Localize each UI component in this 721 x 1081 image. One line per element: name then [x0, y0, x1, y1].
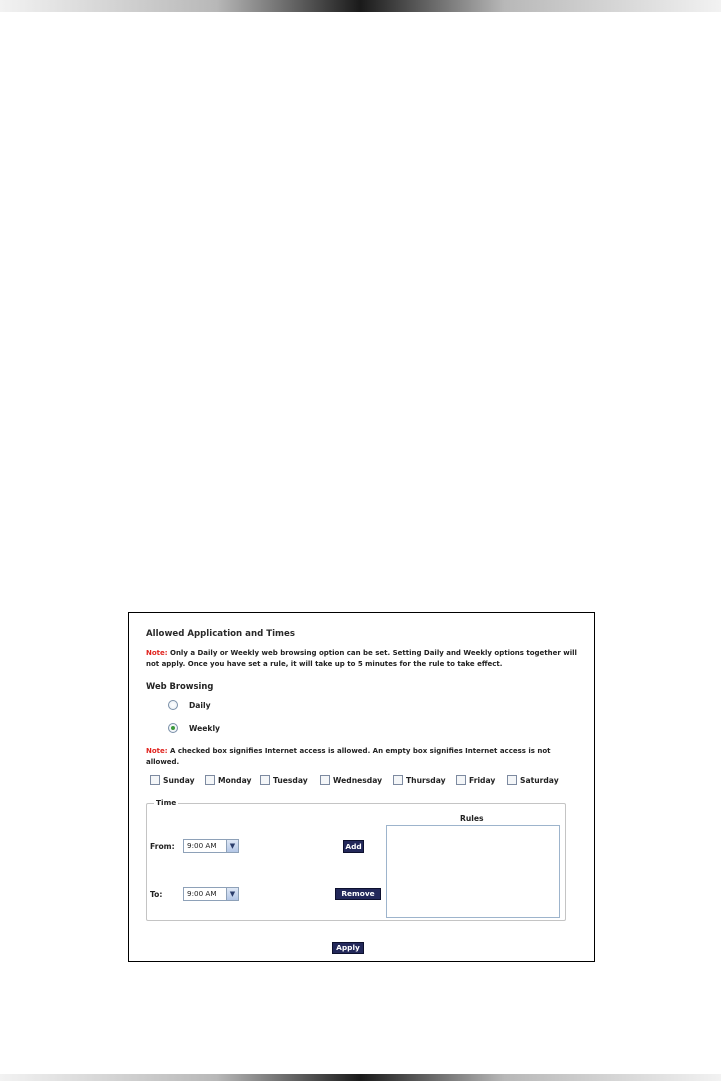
thursday-checkbox[interactable]: [393, 775, 403, 785]
weekly-label: Weekly: [189, 723, 221, 733]
note-daily-weekly: [146, 648, 586, 669]
saturday-checkbox[interactable]: [507, 775, 517, 785]
add-button[interactable]: Add: [343, 840, 364, 853]
wednesday-label: Wednesday: [333, 775, 383, 785]
allowed-application-panel: [128, 612, 595, 962]
thursday-label: Thursday: [406, 775, 446, 785]
from-time-select[interactable]: [183, 839, 239, 853]
daily-label: Daily: [189, 700, 211, 710]
rules-label: Rules: [460, 814, 484, 823]
rules-list[interactable]: [386, 825, 560, 918]
tuesday-label: Tuesday: [273, 775, 308, 785]
note-text: Only a Daily or Weekly web browsing option can be set. Setting Daily and Weekly options together will not apply. Once you have set a rule, it will take up to 5 minutes for the rule to take effect.: [146, 649, 577, 668]
note-checkbox-meaning: [146, 746, 586, 767]
note-label: Note:: [146, 747, 168, 755]
sunday-label: Sunday: [163, 775, 195, 785]
day-checkboxes: [150, 774, 590, 788]
from-label: From:: [150, 842, 175, 851]
chevron-down-icon[interactable]: ▼: [226, 888, 238, 900]
note-text: A checked box signifies Internet access is allowed. An empty box signifies Internet access is not allowed.: [146, 747, 551, 766]
day-friday[interactable]: [456, 774, 495, 786]
weekly-radio[interactable]: [168, 723, 178, 733]
day-saturday[interactable]: [507, 774, 559, 786]
to-time-value: 9:00 AM: [187, 889, 217, 898]
saturday-label: Saturday: [520, 775, 559, 785]
bottom-decorative-bar: [0, 1074, 721, 1081]
monday-label: Monday: [218, 775, 252, 785]
top-decorative-bar: [0, 0, 721, 12]
web-browsing-label: Web Browsing: [146, 681, 214, 691]
sunday-checkbox[interactable]: [150, 775, 160, 785]
day-thursday[interactable]: [393, 774, 446, 786]
note-label: Note:: [146, 649, 168, 657]
time-legend: Time: [156, 798, 177, 807]
daily-radio[interactable]: [168, 700, 178, 710]
day-tuesday[interactable]: [260, 774, 308, 786]
apply-button[interactable]: Apply: [332, 942, 364, 954]
friday-label: Friday: [469, 775, 496, 785]
daily-option[interactable]: [168, 699, 211, 711]
tuesday-checkbox[interactable]: [260, 775, 270, 785]
wednesday-checkbox[interactable]: [320, 775, 330, 785]
day-wednesday[interactable]: [320, 774, 382, 786]
weekly-option[interactable]: [168, 722, 220, 734]
remove-button[interactable]: Remove: [335, 888, 381, 900]
panel-title: Allowed Application and Times: [146, 629, 295, 639]
monday-checkbox[interactable]: [205, 775, 215, 785]
time-group: [146, 798, 566, 921]
day-sunday[interactable]: [150, 774, 195, 786]
chevron-down-icon[interactable]: ▼: [226, 840, 238, 852]
friday-checkbox[interactable]: [456, 775, 466, 785]
to-label: To:: [150, 890, 163, 899]
day-monday[interactable]: [205, 774, 251, 786]
to-time-select[interactable]: [183, 887, 239, 901]
from-time-value: 9:00 AM: [187, 841, 217, 850]
